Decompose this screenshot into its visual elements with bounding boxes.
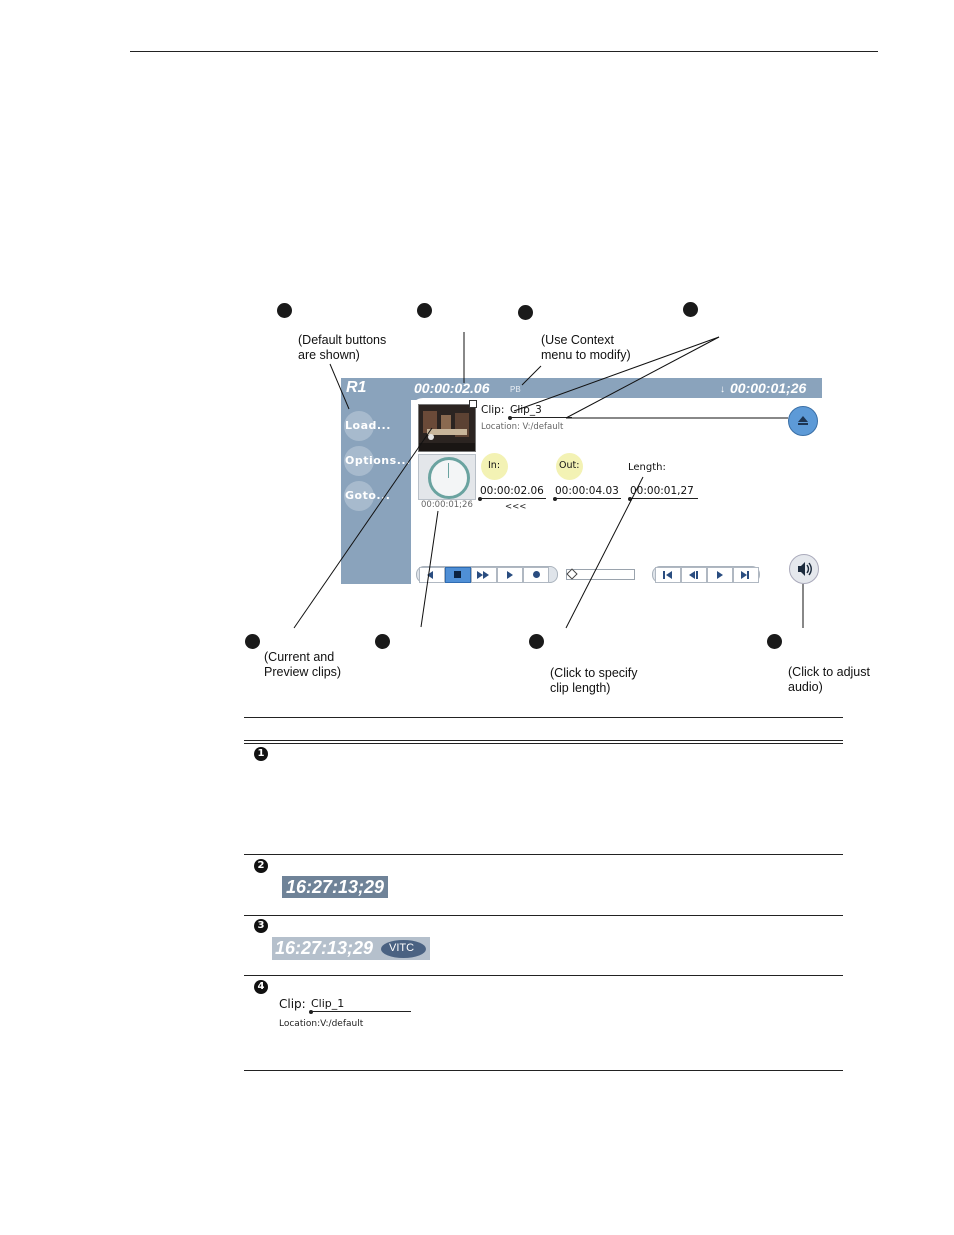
goto-button[interactable]: Goto...: [344, 483, 406, 509]
load-button[interactable]: Load...: [344, 413, 406, 439]
stop-button[interactable]: [445, 567, 471, 583]
jog-knob[interactable]: [418, 454, 476, 500]
step-forward-button[interactable]: [707, 567, 733, 583]
length-timecode[interactable]: 00:00:01,27: [630, 485, 698, 499]
shuttle-indicator: <<<: [505, 502, 527, 512]
clip-name-field[interactable]: Clip_3: [510, 404, 572, 418]
sample-clip-location: Location:V:/default: [279, 1019, 364, 1029]
callout-dot: [529, 634, 544, 649]
channel-label: R1: [346, 379, 367, 396]
knob-time: 00:00:01;26: [421, 500, 473, 510]
table-top-rule: [244, 717, 843, 718]
options-button[interactable]: Options...: [344, 448, 406, 474]
go-to-start-button[interactable]: [655, 567, 681, 583]
stop-icon: [454, 571, 461, 578]
callout-dot: [375, 634, 390, 649]
row-bullet-1: 1: [254, 747, 268, 761]
play-button[interactable]: [497, 567, 523, 583]
row-bullet-4: 4: [254, 980, 268, 994]
callout-dot: [417, 303, 432, 318]
callout-dot: [518, 305, 533, 320]
callout-context-menu: (Use Context menu to modify): [541, 333, 631, 362]
out-label: Out:: [559, 460, 580, 471]
step-forward-icon: [717, 571, 723, 579]
fast-forward-button[interactable]: [471, 567, 497, 583]
clip-thumbnail[interactable]: [418, 404, 476, 452]
record-button[interactable]: [523, 567, 549, 583]
table-header-rule-2: [244, 743, 843, 744]
table-row-divider: [244, 915, 843, 916]
eject-button[interactable]: [788, 406, 818, 436]
callout-dot: [767, 634, 782, 649]
in-label: In:: [488, 460, 501, 471]
clip-label: Clip:: [481, 404, 505, 416]
record-icon: [533, 571, 540, 578]
rewind-icon: [427, 571, 433, 579]
length-label: Length:: [628, 462, 666, 473]
callout-dot: [277, 303, 292, 318]
table-row-divider: [244, 854, 843, 855]
eject-icon: [789, 407, 817, 435]
thumbnail-corner-icon: [469, 400, 477, 408]
go-to-end-button[interactable]: [733, 567, 759, 583]
timecode-mode: PB: [510, 385, 521, 394]
timecode-display[interactable]: 00:00:02.06: [414, 380, 490, 396]
arrow-down-icon: ↓: [720, 384, 725, 395]
callout-audio: (Click to adjust audio): [788, 665, 870, 694]
callout-clips: (Current and Preview clips): [264, 650, 342, 679]
vitc-badge-label: VITC: [389, 942, 415, 954]
sample-timecode-plain: 16:27:13;29: [282, 876, 388, 898]
audio-button[interactable]: [789, 554, 819, 584]
table-header-rule: [244, 740, 843, 741]
table-row-divider: [244, 975, 843, 976]
sample-timecode-vitc-text: 16:27:13;29: [275, 938, 374, 958]
rewind-button[interactable]: [419, 567, 445, 583]
clip-location: Location: V:/default: [481, 422, 564, 432]
play-icon: [507, 571, 513, 579]
in-timecode[interactable]: 00:00:02.06: [480, 485, 546, 499]
sample-clip-label: Clip:: [279, 997, 306, 1011]
speaker-icon: [790, 555, 818, 583]
header-rule: [130, 51, 878, 52]
out-timecode[interactable]: 00:00:04.03: [555, 485, 621, 499]
sample-clip-name: Clip_1: [311, 997, 411, 1012]
callout-default-buttons: (Default buttons are shown): [298, 333, 387, 362]
callout-dot: [245, 634, 260, 649]
table-bottom-rule: [244, 1070, 843, 1071]
callout-dot: [683, 302, 698, 317]
row-bullet-3: 3: [254, 919, 268, 933]
remaining-timecode: 00:00:01;26: [730, 380, 807, 396]
callout-clip-length: (Click to specify clip length): [550, 666, 638, 695]
row-bullet-2: 2: [254, 859, 268, 873]
step-back-button[interactable]: [681, 567, 707, 583]
